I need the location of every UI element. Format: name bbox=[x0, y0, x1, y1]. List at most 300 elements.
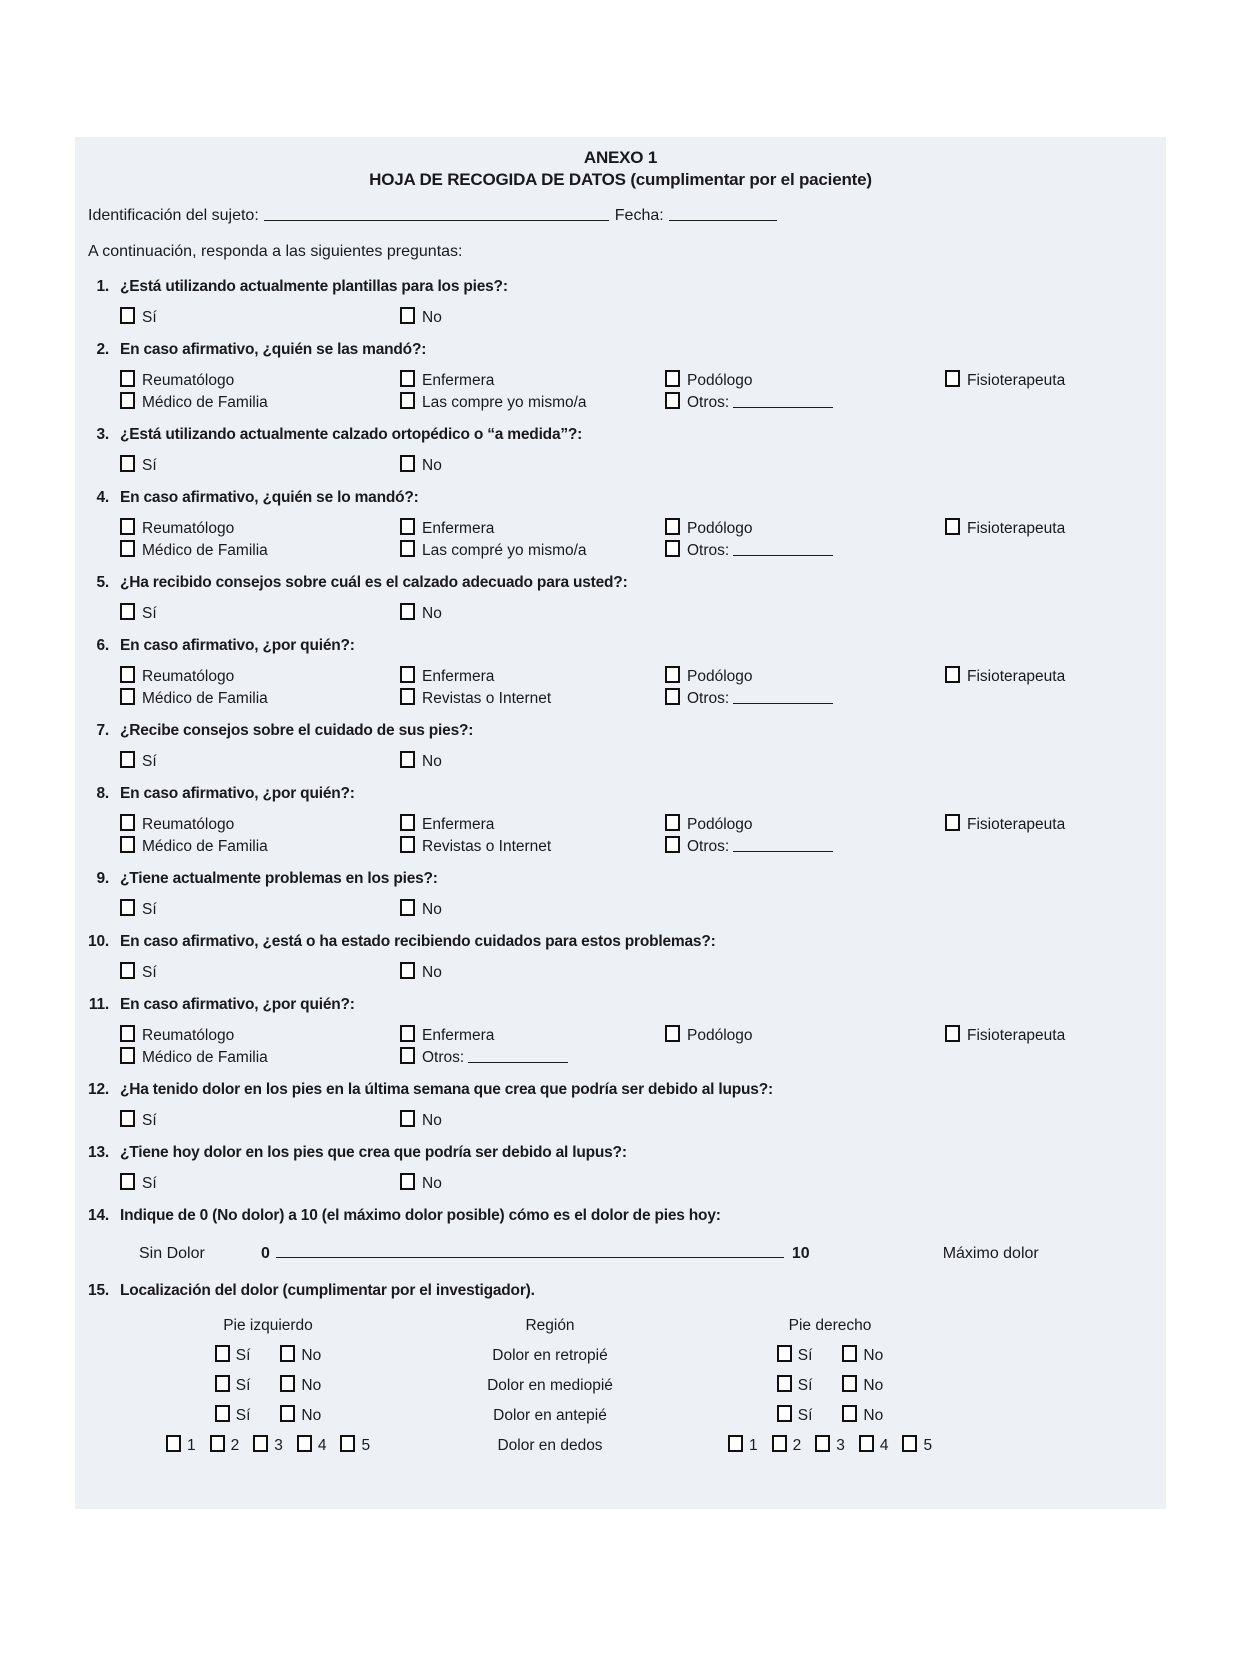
checkbox-icon[interactable] bbox=[400, 455, 415, 472]
question-text: ¿Tiene hoy dolor en los pies que crea que podría ser debido al lupus?: bbox=[120, 1144, 627, 1161]
checkbox-icon[interactable] bbox=[120, 518, 135, 535]
option-label: Enfermera bbox=[422, 520, 495, 537]
question-block bbox=[81, 1142, 1166, 1195]
answer-option[interactable] bbox=[400, 1112, 442, 1129]
answer-option[interactable] bbox=[120, 372, 234, 389]
checkbox-icon[interactable] bbox=[253, 1435, 268, 1452]
answer-cell bbox=[120, 962, 400, 984]
option-label: 1 bbox=[748, 1437, 758, 1454]
question-body bbox=[120, 1079, 1166, 1132]
checkbox-icon[interactable] bbox=[859, 1435, 874, 1452]
answer-cell bbox=[400, 1047, 665, 1069]
answer-option[interactable] bbox=[945, 668, 1065, 685]
option-label: No bbox=[422, 1112, 442, 1129]
option-label: Reumatólogo bbox=[142, 668, 235, 685]
pain-scale-line[interactable] bbox=[276, 1244, 784, 1258]
answer-option[interactable] bbox=[253, 1435, 283, 1457]
answer-cell bbox=[120, 688, 400, 710]
answer-option[interactable] bbox=[945, 816, 1065, 833]
question-body bbox=[120, 994, 1166, 1069]
option-label: Otros: bbox=[687, 394, 730, 411]
answer-cell bbox=[120, 1173, 400, 1195]
question-text: ¿Ha recibido consejos sobre cuál es el calzado adecuado para usted?: bbox=[120, 574, 628, 591]
date-label: Fecha: bbox=[614, 207, 664, 224]
region-label: Dolor en dedos bbox=[497, 1437, 603, 1454]
question-number: 13. bbox=[88, 1144, 109, 1161]
answer-option[interactable] bbox=[210, 1435, 240, 1457]
checkbox-icon[interactable] bbox=[400, 1025, 415, 1042]
answer-option[interactable] bbox=[665, 542, 833, 559]
option-label: Podólogo bbox=[687, 520, 753, 537]
answer-option[interactable] bbox=[777, 1375, 813, 1397]
answer-cell bbox=[400, 455, 665, 477]
answer-row bbox=[120, 666, 1166, 688]
question-block bbox=[81, 931, 1166, 984]
answer-option[interactable] bbox=[902, 1435, 932, 1457]
question-text: ¿Está utilizando actualmente plantillas para los pies?: bbox=[120, 278, 508, 295]
checkbox-icon[interactable] bbox=[728, 1435, 743, 1452]
option-label: Sí bbox=[142, 1112, 157, 1129]
option-label: 3 bbox=[836, 1437, 845, 1454]
checkbox-icon[interactable] bbox=[400, 899, 415, 916]
left-foot-options bbox=[120, 1405, 416, 1427]
answer-option[interactable] bbox=[120, 964, 157, 981]
question-body bbox=[120, 931, 1166, 984]
checkbox-icon[interactable] bbox=[120, 899, 135, 916]
option-label: Sí bbox=[142, 457, 157, 474]
answer-row bbox=[120, 1025, 1166, 1047]
option-label: Sí bbox=[142, 605, 157, 622]
question-block bbox=[81, 572, 1166, 625]
checkbox-icon[interactable] bbox=[400, 666, 415, 683]
question-body bbox=[120, 1280, 1166, 1457]
answer-option[interactable] bbox=[400, 394, 587, 411]
option-label: Sí bbox=[235, 1347, 251, 1364]
checkbox-icon[interactable] bbox=[400, 1173, 415, 1190]
answer-option[interactable] bbox=[120, 816, 234, 833]
option-label: Sí bbox=[142, 1175, 157, 1192]
fill-in-line[interactable] bbox=[733, 542, 833, 556]
checkbox-icon[interactable] bbox=[945, 666, 960, 683]
answer-option[interactable] bbox=[400, 520, 494, 537]
answer-cell bbox=[665, 540, 945, 562]
region-label: Dolor en retropié bbox=[492, 1347, 608, 1364]
answer-option[interactable] bbox=[120, 542, 268, 559]
answer-option[interactable] bbox=[120, 838, 268, 855]
answer-option[interactable] bbox=[120, 309, 157, 326]
checkbox-icon[interactable] bbox=[400, 962, 415, 979]
checkbox-icon[interactable] bbox=[665, 836, 680, 853]
answer-row bbox=[120, 1173, 1166, 1195]
answer-cell bbox=[945, 666, 1166, 688]
answer-option[interactable] bbox=[859, 1435, 889, 1457]
option-label: Fisioterapeuta bbox=[967, 372, 1066, 389]
answer-row bbox=[120, 688, 1166, 710]
checkbox-icon[interactable] bbox=[215, 1405, 230, 1422]
checkbox-icon[interactable] bbox=[400, 688, 415, 705]
option-label: No bbox=[301, 1377, 322, 1394]
checkbox-icon[interactable] bbox=[120, 688, 135, 705]
checkbox-icon[interactable] bbox=[665, 1025, 680, 1042]
checkbox-icon[interactable] bbox=[665, 370, 680, 387]
checkbox-icon[interactable] bbox=[120, 666, 135, 683]
question-number: 15. bbox=[88, 1282, 109, 1299]
checkbox-icon[interactable] bbox=[772, 1435, 787, 1452]
checkbox-icon[interactable] bbox=[400, 814, 415, 831]
checkbox-icon[interactable] bbox=[842, 1345, 857, 1362]
checkbox-icon[interactable] bbox=[777, 1375, 792, 1392]
questions-list bbox=[75, 276, 1166, 1457]
option-label: Otros: bbox=[687, 542, 730, 559]
option-label: No bbox=[422, 457, 442, 474]
option-label: Fisioterapeuta bbox=[967, 668, 1066, 685]
answer-option[interactable] bbox=[340, 1435, 370, 1457]
answer-option[interactable] bbox=[120, 520, 234, 537]
answer-cell bbox=[120, 1110, 400, 1132]
answer-cell bbox=[400, 899, 665, 921]
checkbox-icon[interactable] bbox=[400, 540, 415, 557]
answer-option[interactable] bbox=[665, 838, 833, 855]
checkbox-icon[interactable] bbox=[945, 370, 960, 387]
intro-text: A continuación, responda a las siguientes preguntas: bbox=[88, 243, 463, 260]
checkbox-icon[interactable] bbox=[400, 836, 415, 853]
answer-row bbox=[120, 307, 1166, 329]
checkbox-icon[interactable] bbox=[902, 1435, 917, 1452]
answer-option[interactable] bbox=[665, 690, 833, 707]
checkbox-icon[interactable] bbox=[945, 518, 960, 535]
answer-cell bbox=[120, 1025, 400, 1047]
answer-cell bbox=[945, 518, 1166, 540]
checkbox-icon[interactable] bbox=[400, 370, 415, 387]
answer-row bbox=[120, 899, 1166, 921]
answer-cell bbox=[120, 307, 400, 329]
form-subtitle: HOJA DE RECOGIDA DE DATOS (cumplimentar por el paciente) bbox=[369, 170, 872, 189]
question-number: 14. bbox=[88, 1207, 109, 1224]
answer-row bbox=[120, 1047, 1166, 1069]
checkbox-icon[interactable] bbox=[665, 392, 680, 409]
checkbox-icon[interactable] bbox=[400, 392, 415, 409]
answer-option[interactable] bbox=[665, 1027, 753, 1044]
answer-option[interactable] bbox=[120, 605, 157, 622]
right-foot-options bbox=[684, 1435, 976, 1457]
question-number: 12. bbox=[88, 1081, 109, 1098]
option-label: Enfermera bbox=[422, 1027, 495, 1044]
pain-location-table bbox=[120, 1315, 1166, 1457]
checkbox-icon[interactable] bbox=[280, 1405, 295, 1422]
option-label: Fisioterapeuta bbox=[967, 1027, 1066, 1044]
answer-option[interactable] bbox=[120, 1049, 268, 1066]
checkbox-icon[interactable] bbox=[665, 666, 680, 683]
answer-option[interactable] bbox=[400, 838, 551, 855]
answer-option[interactable] bbox=[400, 1175, 442, 1192]
answer-cell bbox=[665, 666, 945, 688]
answer-option[interactable] bbox=[280, 1375, 321, 1397]
checkbox-icon[interactable] bbox=[120, 814, 135, 831]
answer-option[interactable] bbox=[665, 372, 753, 389]
checkbox-icon[interactable] bbox=[120, 392, 135, 409]
answer-row bbox=[120, 540, 1166, 562]
question-number: 1. bbox=[96, 278, 109, 295]
checkbox-icon[interactable] bbox=[842, 1405, 857, 1422]
answer-cell bbox=[665, 688, 945, 710]
answer-option[interactable] bbox=[400, 372, 494, 389]
checkbox-icon[interactable] bbox=[280, 1375, 295, 1392]
answer-option[interactable] bbox=[400, 964, 442, 981]
scale-left-label: Sin Dolor bbox=[139, 1245, 205, 1262]
checkbox-icon[interactable] bbox=[400, 518, 415, 535]
option-label: Otros: bbox=[687, 690, 730, 707]
checkbox-icon[interactable] bbox=[777, 1405, 792, 1422]
answer-cell bbox=[120, 540, 400, 562]
checkbox-icon[interactable] bbox=[400, 751, 415, 768]
answer-option[interactable] bbox=[400, 901, 442, 918]
answer-option[interactable] bbox=[120, 901, 157, 918]
answer-cell bbox=[665, 814, 945, 836]
question-number: 9. bbox=[96, 870, 109, 887]
checkbox-icon[interactable] bbox=[945, 814, 960, 831]
checkbox-icon[interactable] bbox=[400, 1047, 415, 1064]
checkbox-icon[interactable] bbox=[215, 1375, 230, 1392]
option-label: Reumatólogo bbox=[142, 520, 235, 537]
answer-option[interactable] bbox=[400, 1049, 568, 1066]
answer-option[interactable] bbox=[400, 309, 442, 326]
answer-option[interactable] bbox=[665, 668, 753, 685]
answer-cell bbox=[400, 603, 665, 625]
answer-cell bbox=[400, 1025, 665, 1047]
question-text: En caso afirmativo, ¿por quién?: bbox=[120, 785, 355, 802]
option-label: Revistas o Internet bbox=[422, 838, 552, 855]
answer-cell bbox=[665, 836, 945, 858]
answer-option[interactable] bbox=[400, 690, 551, 707]
answer-option[interactable] bbox=[120, 394, 268, 411]
answer-option[interactable] bbox=[400, 605, 442, 622]
answer-option[interactable] bbox=[215, 1405, 251, 1427]
option-label: Sí bbox=[235, 1377, 251, 1394]
answer-option[interactable] bbox=[120, 1027, 234, 1044]
answer-option[interactable] bbox=[400, 816, 494, 833]
answer-cell bbox=[400, 307, 665, 329]
checkbox-icon[interactable] bbox=[815, 1435, 830, 1452]
answer-option[interactable] bbox=[120, 457, 157, 474]
checkbox-icon[interactable] bbox=[120, 836, 135, 853]
option-label: Enfermera bbox=[422, 372, 495, 389]
answer-option[interactable] bbox=[945, 1027, 1065, 1044]
answer-option[interactable] bbox=[400, 457, 442, 474]
question-body bbox=[120, 1205, 1166, 1270]
question-text: En caso afirmativo, ¿por quién?: bbox=[120, 996, 355, 1013]
checkbox-icon[interactable] bbox=[400, 1110, 415, 1127]
checkbox-icon[interactable] bbox=[297, 1435, 312, 1452]
left-foot-options bbox=[120, 1375, 416, 1397]
identification-label: Identificación del sujeto: bbox=[88, 207, 259, 224]
option-label: Otros: bbox=[422, 1049, 465, 1066]
question-block bbox=[81, 1205, 1166, 1270]
checkbox-icon[interactable] bbox=[945, 1025, 960, 1042]
answer-option[interactable] bbox=[280, 1345, 321, 1367]
answer-option[interactable] bbox=[120, 753, 157, 770]
checkbox-icon[interactable] bbox=[665, 688, 680, 705]
question-text: ¿Tiene actualmente problemas en los pies?: bbox=[120, 870, 438, 887]
option-label: Médico de Familia bbox=[142, 838, 268, 855]
answer-cell bbox=[665, 370, 945, 392]
checkbox-icon[interactable] bbox=[777, 1345, 792, 1362]
answer-option[interactable] bbox=[777, 1405, 813, 1427]
fill-in-line[interactable] bbox=[733, 838, 833, 852]
option-label: Enfermera bbox=[422, 668, 495, 685]
answer-option[interactable] bbox=[665, 816, 753, 833]
option-label: Sí bbox=[235, 1407, 251, 1424]
option-label: Otros: bbox=[687, 838, 730, 855]
fill-in-line[interactable] bbox=[733, 690, 833, 704]
question-body bbox=[120, 783, 1166, 858]
answer-option[interactable] bbox=[166, 1435, 196, 1457]
option-label: Sí bbox=[142, 753, 157, 770]
answer-option[interactable] bbox=[945, 372, 1065, 389]
option-label: No bbox=[422, 901, 442, 918]
option-label: Sí bbox=[142, 964, 157, 981]
option-label: No bbox=[301, 1407, 322, 1424]
option-label: Médico de Familia bbox=[142, 394, 268, 411]
checkbox-icon[interactable] bbox=[400, 307, 415, 324]
scale-max-value: 10 bbox=[791, 1245, 810, 1262]
option-label: Sí bbox=[142, 901, 157, 918]
answer-cell bbox=[400, 666, 665, 688]
answer-cell bbox=[400, 392, 665, 414]
option-label: Sí bbox=[142, 309, 157, 326]
checkbox-icon[interactable] bbox=[215, 1345, 230, 1362]
answer-cell bbox=[400, 518, 665, 540]
question-body bbox=[120, 572, 1166, 625]
checkbox-icon[interactable] bbox=[120, 370, 135, 387]
question-text: ¿Recibe consejos sobre el cuidado de sus pies?: bbox=[120, 722, 474, 739]
option-label: Médico de Familia bbox=[142, 1049, 268, 1066]
option-label: Fisioterapeuta bbox=[967, 520, 1066, 537]
answer-row bbox=[120, 370, 1166, 392]
answer-option[interactable] bbox=[842, 1345, 883, 1367]
answer-cell bbox=[945, 370, 1166, 392]
answer-option[interactable] bbox=[400, 1027, 494, 1044]
option-label: Médico de Familia bbox=[142, 542, 268, 559]
answer-option[interactable] bbox=[665, 520, 753, 537]
left-foot-options bbox=[120, 1345, 416, 1367]
answer-cell bbox=[665, 518, 945, 540]
checkbox-icon[interactable] bbox=[120, 751, 135, 768]
checkbox-icon[interactable] bbox=[166, 1435, 181, 1452]
option-label: No bbox=[422, 964, 442, 981]
answer-option[interactable] bbox=[215, 1375, 251, 1397]
question-block bbox=[81, 487, 1166, 562]
checkbox-icon[interactable] bbox=[120, 540, 135, 557]
answer-option[interactable] bbox=[297, 1435, 327, 1457]
answer-cell bbox=[400, 1110, 665, 1132]
question-text: Localización del dolor (cumplimentar por el investigador). bbox=[120, 1282, 535, 1299]
checkbox-icon[interactable] bbox=[665, 540, 680, 557]
answer-row bbox=[120, 751, 1166, 773]
option-label: Sí bbox=[797, 1407, 813, 1424]
answer-option[interactable] bbox=[400, 542, 587, 559]
checkbox-icon[interactable] bbox=[120, 603, 135, 620]
answer-option[interactable] bbox=[665, 394, 833, 411]
option-label: No bbox=[301, 1347, 322, 1364]
checkbox-icon[interactable] bbox=[120, 1025, 135, 1042]
fill-in-line[interactable] bbox=[468, 1049, 568, 1063]
checkbox-icon[interactable] bbox=[210, 1435, 225, 1452]
question-body bbox=[120, 339, 1166, 414]
checkbox-icon[interactable] bbox=[665, 518, 680, 535]
answer-row bbox=[120, 1110, 1166, 1132]
answer-cell bbox=[120, 751, 400, 773]
question-block bbox=[81, 339, 1166, 414]
option-label: 5 bbox=[923, 1437, 933, 1454]
checkbox-icon[interactable] bbox=[665, 814, 680, 831]
answer-option[interactable] bbox=[280, 1405, 321, 1427]
answer-option[interactable] bbox=[815, 1435, 845, 1457]
checkbox-icon[interactable] bbox=[120, 1110, 135, 1127]
checkbox-icon[interactable] bbox=[120, 1173, 135, 1190]
checkbox-icon[interactable] bbox=[120, 455, 135, 472]
question-block bbox=[81, 276, 1166, 329]
table-header-1: Región bbox=[525, 1317, 575, 1334]
checkbox-icon[interactable] bbox=[340, 1435, 355, 1452]
checkbox-icon[interactable] bbox=[120, 962, 135, 979]
answer-cell bbox=[120, 899, 400, 921]
checkbox-icon[interactable] bbox=[120, 307, 135, 324]
checkbox-icon[interactable] bbox=[280, 1345, 295, 1362]
answer-option[interactable] bbox=[777, 1345, 813, 1367]
fill-in-line[interactable] bbox=[733, 394, 833, 408]
question-block bbox=[81, 783, 1166, 858]
option-label: Médico de Familia bbox=[142, 690, 268, 707]
answer-option[interactable] bbox=[120, 1112, 157, 1129]
question-text: ¿Está utilizando actualmente calzado ortopédico o “a medida”?: bbox=[120, 426, 583, 443]
question-text: En caso afirmativo, ¿quién se las mandó?: bbox=[120, 341, 427, 358]
answer-option[interactable] bbox=[842, 1375, 883, 1397]
checkbox-icon[interactable] bbox=[120, 1047, 135, 1064]
question-number: 4. bbox=[96, 489, 109, 506]
answer-cell bbox=[400, 688, 665, 710]
question-number: 5. bbox=[96, 574, 109, 591]
answer-option[interactable] bbox=[400, 668, 494, 685]
option-label: No bbox=[422, 753, 442, 770]
answer-option[interactable] bbox=[772, 1435, 802, 1457]
answer-option[interactable] bbox=[945, 520, 1065, 537]
question-block bbox=[81, 868, 1166, 921]
checkbox-icon[interactable] bbox=[842, 1375, 857, 1392]
answer-option[interactable] bbox=[215, 1345, 251, 1367]
answer-option[interactable] bbox=[120, 690, 268, 707]
answer-cell bbox=[120, 666, 400, 688]
question-number: 8. bbox=[96, 785, 109, 802]
option-label: Enfermera bbox=[422, 816, 495, 833]
option-label: Las compré yo mismo/a bbox=[422, 542, 587, 559]
question-body bbox=[120, 868, 1166, 921]
answer-option[interactable] bbox=[842, 1405, 883, 1427]
answer-option[interactable] bbox=[400, 753, 442, 770]
answer-option[interactable] bbox=[728, 1435, 758, 1457]
question-text: En caso afirmativo, ¿por quién?: bbox=[120, 637, 355, 654]
answer-option[interactable] bbox=[120, 1175, 157, 1192]
option-label: Podólogo bbox=[687, 668, 753, 685]
right-foot-options bbox=[684, 1375, 976, 1397]
pain-scale bbox=[120, 1242, 1166, 1266]
option-label: 2 bbox=[792, 1437, 802, 1454]
answer-option[interactable] bbox=[120, 668, 234, 685]
date-fill-in-line[interactable] bbox=[669, 207, 777, 221]
question-block bbox=[81, 1079, 1166, 1132]
identification-fill-in-line[interactable] bbox=[264, 207, 609, 221]
checkbox-icon[interactable] bbox=[400, 603, 415, 620]
option-label: Podólogo bbox=[687, 372, 753, 389]
